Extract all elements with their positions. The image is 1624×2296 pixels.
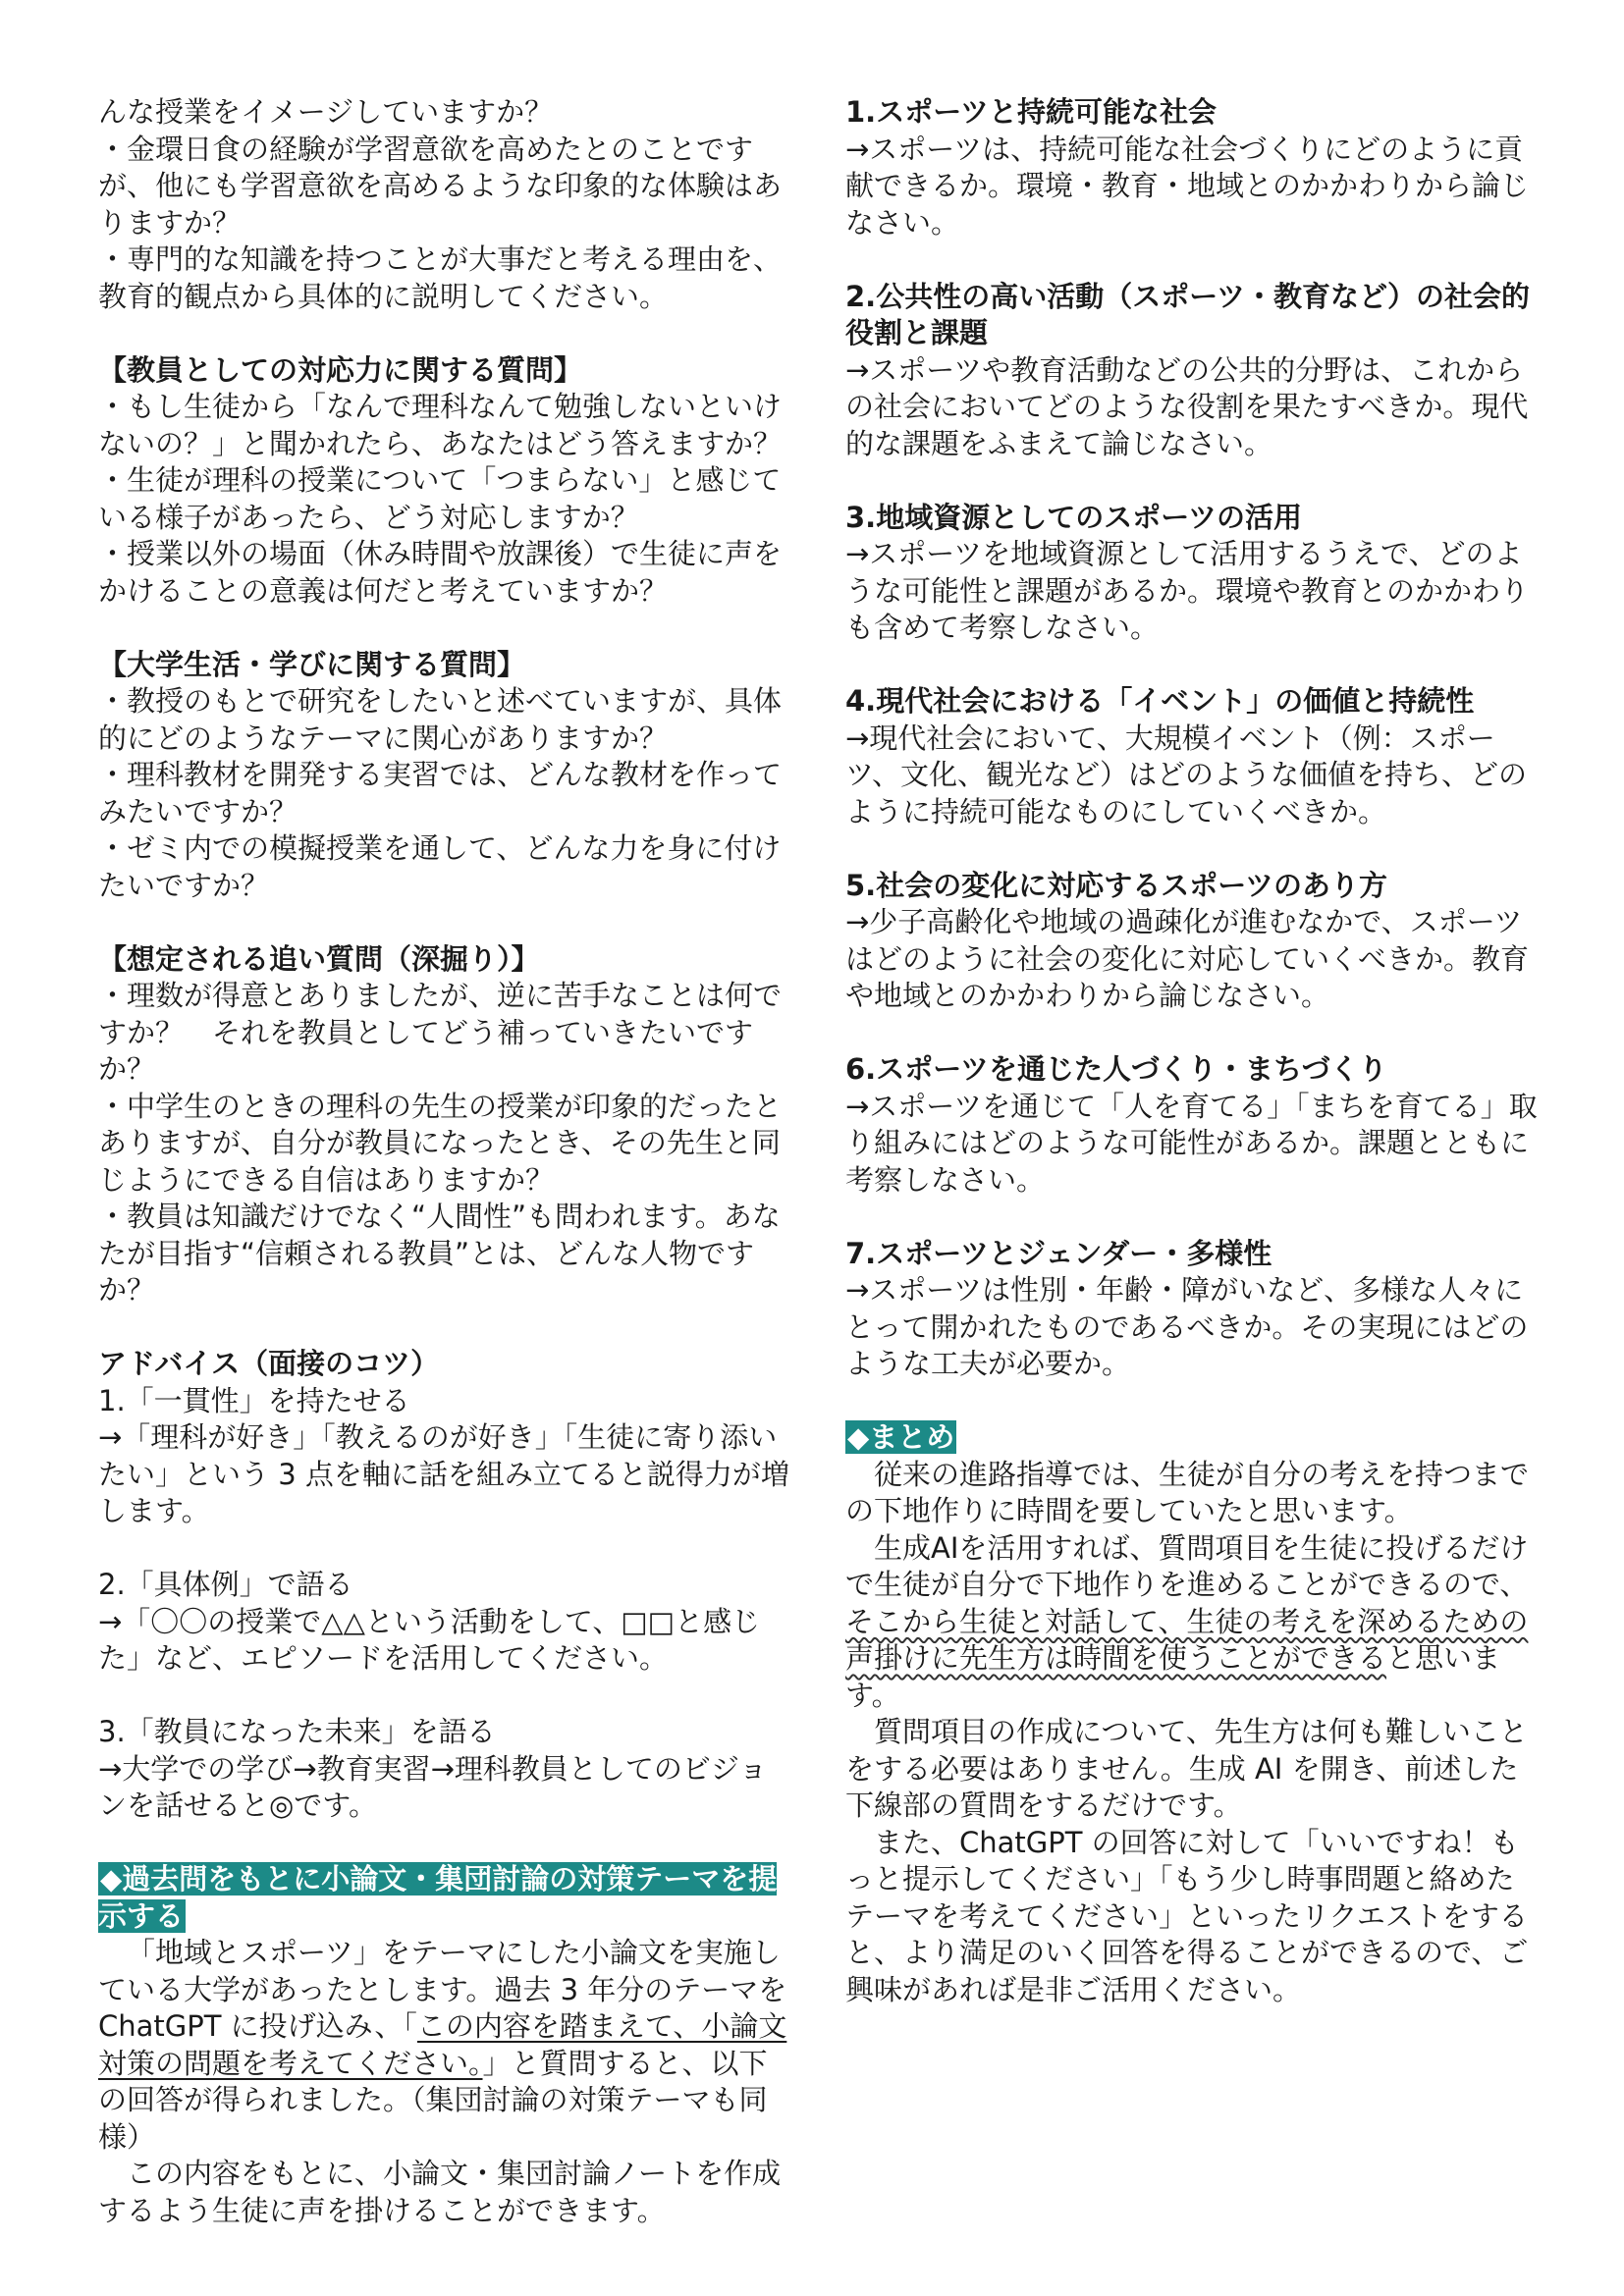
topic-title: 6.スポーツを通じた人づくり・まちづくり: [845, 1052, 1387, 1086]
past-exam-paragraph-2: この内容をもとに、小論文・集団討論ノートを作成するよう生徒に声を掛けることができます。: [98, 2157, 782, 2227]
summary-wavy-emphasis: そこから生徒と対話して、生徒の考えを深めるための声掛けに先生方は時間を使うことができる: [845, 1604, 1529, 1675]
topic-title: 7.スポーツとジェンダー・多様性: [845, 1236, 1272, 1270]
question-line: ・もし生徒から「なんで理科なんて勉強しないといけないの？」と聞かれたら、あなたはどう答えますか？: [98, 390, 783, 460]
question-line: んな授業をイメージしていますか？: [98, 95, 554, 129]
summary-text: 生成AIを活用すれば、質問項目を生徒に投げるだけで生徒が自分で下地作りを進めることができるので、: [845, 1530, 1529, 1601]
question-line: ・金環日食の経験が学習意欲を高めたとのことですが、他にも学習意欲を高めるような印象的な体験はありますか？: [98, 132, 783, 240]
past-exam-paragraph-1: [98, 1935, 795, 2156]
question-line: ・専門的な知識を持つことが大事だと考える理由を、教育的観点から具体的に説明してください。: [98, 242, 783, 313]
advice-title: アドバイス（面接のコツ）: [98, 1347, 440, 1380]
question-line: ・生徒が理科の授業について「つまらない」と感じている様子があったら、どう対応しますか？: [98, 463, 782, 534]
left-column: [98, 94, 795, 2229]
past-exam-text: 」と質問すると、以下の回答が得られました。（集団討論の対策テーマも同様）: [98, 2046, 768, 2154]
topic-body: →現代社会において、大規模イベント（例：スポーツ、文化、観光など）はどのような価値を持ち、どのように持続可能なものにしていくべきか。: [845, 721, 1527, 828]
advice-tip-body: →大学での学び→教育実習→理科教員としてのビジョンを話せると◎です。: [98, 1751, 768, 1822]
summary-heading: ◆まとめ: [847, 1420, 955, 1454]
topic-body: →スポーツは性別・年齢・障がいなど、多様な人々にとって開かれたものであるべきか。その実現にはどのような工夫が必要か。: [845, 1273, 1529, 1380]
advice-tip-body: →「〇〇の授業で△△という活動をして、□□と感じた」など、エピソードを活用してください。: [98, 1604, 761, 1675]
advice-tip-head: 2.「具体例」で語る: [98, 1568, 353, 1601]
summary-paragraph-3: 質問項目の作成について、先生方は何も難しいことをする必要はありません。生成 AI を開き、前述した下線部の質問をするだけです。: [845, 1715, 1528, 1822]
topic-title: 4.現代社会における「イベント」の価値と持続性: [845, 684, 1475, 718]
question-line: ・ゼミ内での模擬授業を通して、どんな力を身に付けたいですか？: [98, 831, 782, 902]
topic-body: →スポーツは、持続可能な社会づくりにどのように貢献できるか。環境・教育・地域とのかかわりから論じなさい。: [845, 132, 1530, 240]
summary-paragraph-2: [845, 1530, 1539, 1715]
topic-title: 5.社会の変化に対応するスポーツのあり方: [845, 868, 1388, 902]
past-exam-heading: ◆過去問をもとに小論文・集団討論の対策テーマを提示する: [98, 1862, 778, 1933]
topic-title: 2.公共性の高い活動（スポーツ・教育など）の社会的役割と課題: [845, 279, 1531, 349]
topic-body: →スポーツを通じて「人を育てる」「まちを育てる」取り組みにはどのような可能性があるか。課題とともに考察しなさい。: [845, 1089, 1538, 1197]
past-exam-heading-wrap: [98, 1861, 795, 1935]
advice-tip-head: 3.「教員になった未来」を語る: [98, 1715, 496, 1748]
topic-title: 1.スポーツと持続可能な社会: [845, 95, 1218, 129]
underlined-prompt: この内容を踏まえて、小論文対策の問題を考えてください。: [98, 2009, 787, 2080]
question-line: ・理科教材を開発する実習では、どんな教材を作ってみたいですか？: [98, 758, 783, 828]
right-column: [845, 94, 1539, 2008]
section-title-teacher: 【教員としての対応力に関する質問】: [98, 352, 583, 387]
advice-tip-head: 1.「一貫性」を持たせる: [98, 1383, 410, 1417]
topic-body: →スポーツや教育活動などの公共的分野は、これからの社会においてどのような役割を果たすべきか。現代的な課題をふまえて論じなさい。: [845, 352, 1529, 460]
question-line: ・教員は知識だけでなく“人間性”も問われます。あなたが目指す“信頼される教員”とは、どんな人物ですか？: [98, 1200, 781, 1307]
summary-text: と思います。: [845, 1641, 1501, 1712]
summary-heading-wrap: [845, 1419, 1539, 1457]
topic-body: →スポーツを地域資源として活用するうえで、どのような可能性と課題があるか。環境や教育とのかかわりも含めて考察しなさい。: [845, 537, 1530, 644]
section-title-followup: 【想定される追い質問（深掘り）】: [98, 941, 540, 976]
past-exam-text: 「地域とスポーツ」をテーマにした小論文を実施している大学があったとします。過去 3 年分のテーマを ChatGPT に投げ込み、「: [98, 1936, 787, 2043]
question-line: ・教授のもとで研究をしたいと述べていますが、具体的にどのようなテーマに関心がありますか？: [98, 684, 783, 755]
summary-paragraph-4: また、ChatGPT の回答に対して「いいですね！もっと提示してください」「もう少し時事問題と絡めたテーマを考えてください」といったリクエストをすると、より満足のいく回答を得ることができるので、ご興味があれば是非ご活用ください。: [845, 1825, 1529, 2006]
question-line: ・中学生のときの理科の先生の授業が印象的だったとありますが、自分が教員になったとき、その先生と同じようにできる自信はありますか？: [98, 1089, 783, 1197]
question-line: ・理数が得意とありましたが、逆に苦手なことは何ですか？ それを教員としてどう補っていきたいですか？: [98, 979, 783, 1086]
topic-title: 3.地域資源としてのスポーツの活用: [845, 500, 1303, 534]
question-line: ・授業以外の場面（休み時間や放課後）で生徒に声をかけることの意義は何だと考えていますか？: [98, 537, 783, 608]
summary-paragraph-1: 従来の進路指導では、生徒が自分の考えを持つまでの下地作りに時間を要していたと思います。: [845, 1457, 1530, 1527]
section-title-university: 【大学生活・学びに関する質問】: [98, 647, 526, 681]
advice-tip-body: →「理科が好き」「教えるのが好き」「生徒に寄り添いたい」という 3 点を軸に話を組み立てると説得力が増します。: [98, 1420, 789, 1527]
topic-body: →少子高齢化や地域の過疎化が進むなかで、スポーツはどのように社会の変化に対応していくべきか。教育や地域とのかかわりから論じなさい。: [845, 905, 1530, 1012]
